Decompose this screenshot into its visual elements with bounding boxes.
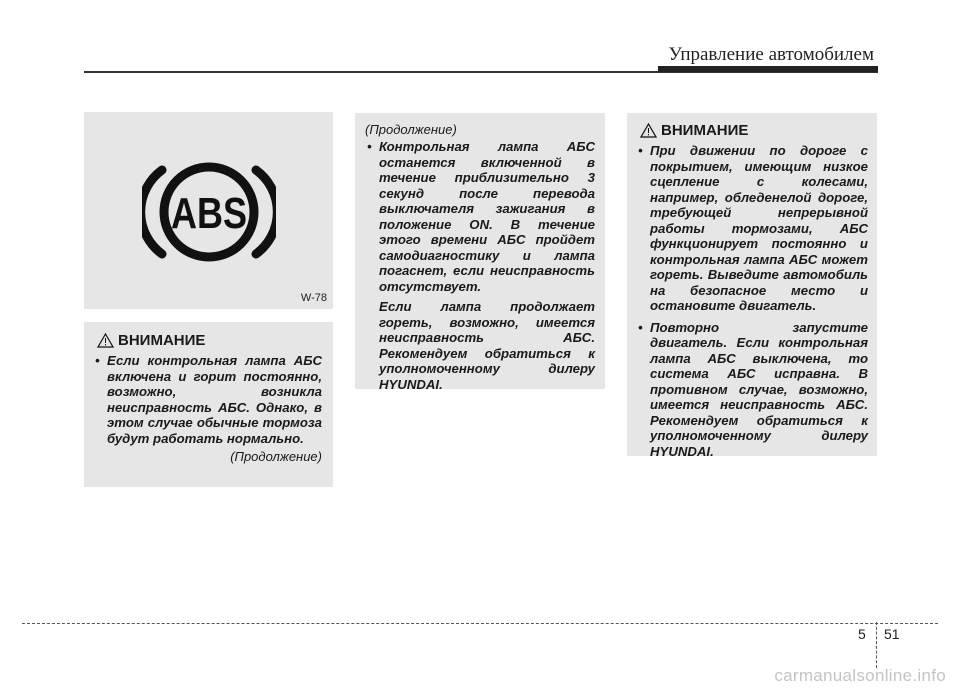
continued-label: (Продолжение) [365,122,457,137]
continued-label: (Продолжение) [230,449,322,464]
continued-bullet-text: Контрольная лампа АБС останется включенной в течение приблизительно 3 секунд после перевода выключателя зажигания в положение ON. В течение этого времени АБС пройдет самодиагностику и лампа погаснет, если неисправность отсутствует. [379,139,595,294]
header-rule-accent [658,66,878,72]
warning-triangle-icon [97,333,114,348]
warning-box-continued [355,113,605,392]
page-number: 51 [884,626,900,642]
warning-bullet-text: При движении по дороге с покрытием, имеющим низкое сцепление с колесами, например, обледенелой дороге, требующей непрерывной работы тормозами, АБС функционирует постоянно и контрольная лампа АБС может гореть. Выведите автомобиль на безопасное место и остановите двигатель. [650,143,868,313]
warning-heading [93,332,322,349]
abs-lamp-figure [84,112,333,309]
warning-heading [636,122,868,139]
footer-dashed-rule [22,623,938,624]
bullet-dot: • [95,353,100,368]
warning-heading-text: ВНИМАНИЕ [661,122,749,139]
warning-box-slippery-road [627,113,877,459]
figure-code: W-78 [300,292,327,304]
continued-bullet [365,139,595,294]
svg-text:ABS: ABS [171,189,247,238]
chapter-number: 5 [858,626,866,642]
warning-bullet [636,143,868,314]
warning-heading-text: ВНИМАНИЕ [118,332,206,349]
abs-warning-lamp-icon [142,156,276,268]
warning-bullet [93,353,322,446]
warning-box-abs-lamp [84,322,333,487]
warning-triangle-icon [640,123,657,138]
warning-bullet-text: Если контрольная лампа АБС включена и горит постоянно, возможно, возникла неисправность АБС. Однако, в этом случае обычные тормоза будут работать нормально. [107,353,322,446]
page-header-title: Управление автомобилем [668,44,874,65]
warning-bullet-text: Повторно запустите двигатель. Если контрольная лампа АБС выключена, то система АБС исправна. В противном случае, возможно, имеется неисправность АБС. Рекомендуем обратиться к уполномоченному дилеру HYUNDAI. [650,319,868,459]
watermark: carmanualsonline.info [774,666,946,685]
bullet-dot: • [638,319,643,335]
bullet-dot: • [638,143,643,158]
warning-bullet [636,320,868,460]
continued-paragraph: Если лампа продолжает гореть, возможно, имеется неисправность АБС. Рекомендуем обратиться к уполномоченному дилеру HYUNDAI. [379,299,595,392]
bullet-dot: • [367,139,372,154]
footer-divider [876,622,877,668]
